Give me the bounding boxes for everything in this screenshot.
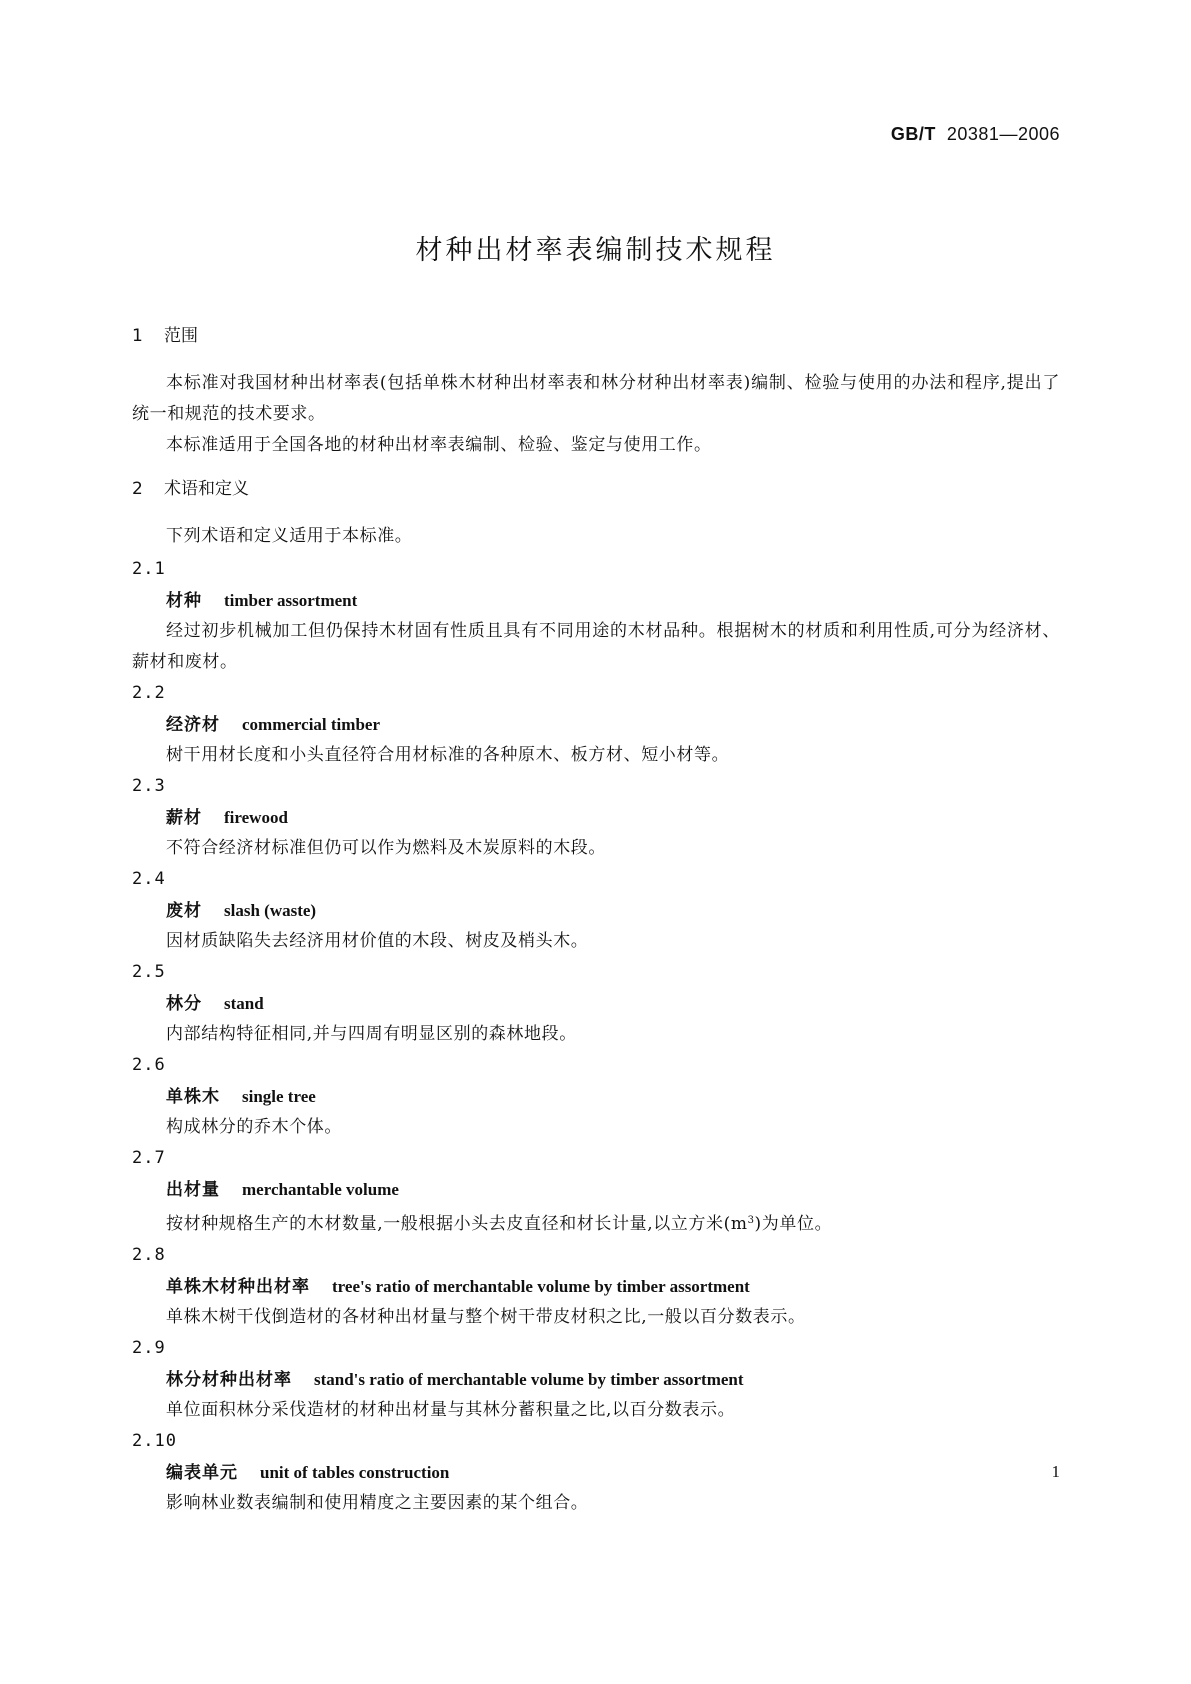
term-entry [132, 864, 1060, 957]
section-number: 1 [132, 326, 143, 346]
term-number: 2.1 [132, 559, 166, 579]
term-english: stand [224, 994, 264, 1013]
term-definition: 内部结构特征相同,并与四周有明显区别的森林地段。 [166, 1024, 577, 1044]
term-definition: 因材质缺陷失去经济用材价值的木段、树皮及梢头木。 [166, 931, 589, 951]
term-name [132, 988, 1060, 1019]
term-english: unit of tables construction [260, 1463, 450, 1482]
term-chinese: 编表单元 [166, 1463, 238, 1483]
term-number: 2.6 [132, 1055, 166, 1075]
term-entry [132, 1240, 1060, 1333]
term-english: merchantable volume [242, 1180, 399, 1199]
term-number: 2.9 [132, 1338, 166, 1358]
term-entry [132, 1050, 1060, 1143]
term-definition: 单位面积林分采伐造材的材种出材量与其林分蓄积量之比,以百分数表示。 [166, 1400, 736, 1420]
term-english: commercial timber [242, 715, 380, 734]
term-chinese: 单株木 [166, 1087, 220, 1107]
term-name [132, 1457, 1060, 1488]
term-number: 2.3 [132, 776, 166, 796]
term-chinese: 林分 [166, 994, 202, 1014]
term-english: tree's ratio of merchantable volume by timber assortment [332, 1277, 750, 1296]
document-body [132, 322, 1060, 1519]
section-heading-terms [132, 475, 1060, 503]
term-chinese: 材种 [166, 591, 202, 611]
term-chinese: 单株木材种出材率 [166, 1277, 310, 1297]
term-name [132, 585, 1060, 616]
term-name [132, 709, 1060, 740]
page-number: 1 [1051, 1462, 1060, 1481]
term-definition: 单株木树干伐倒造材的各材种出材量与整个树干带皮材积之比,一般以百分数表示。 [166, 1307, 806, 1327]
term-english: slash (waste) [224, 901, 317, 920]
terms-intro: 下列术语和定义适用于本标准。 [166, 526, 413, 546]
scope-paragraph: 本标准适用于全国各地的材种出材率表编制、检验、鉴定与使用工作。 [166, 435, 712, 455]
section-title: 范围 [164, 326, 198, 346]
term-number: 2.7 [132, 1148, 166, 1168]
term-name [132, 895, 1060, 926]
term-chinese: 出材量 [166, 1180, 220, 1200]
term-definition: 经过初步机械加工但仍保持木材固有性质且具有不同用途的木材品种。根据树木的材质和利用性质,可分为经济材、薪材和废材。 [132, 621, 1060, 672]
section-title: 术语和定义 [164, 479, 249, 499]
standard-code-prefix: GB/T [890, 124, 936, 144]
term-chinese: 薪材 [166, 808, 202, 828]
document-title: 材种出材率表编制技术规程 [415, 235, 776, 266]
term-chinese: 废材 [166, 901, 202, 921]
term-entry [132, 1426, 1060, 1519]
term-name [132, 1364, 1060, 1395]
term-chinese: 经济材 [166, 715, 220, 735]
term-name [132, 1174, 1060, 1205]
term-english: single tree [242, 1087, 316, 1106]
standard-number [891, 124, 1060, 145]
term-number: 2.4 [132, 869, 166, 889]
section-number: 2 [132, 479, 143, 499]
term-number: 2.10 [132, 1431, 177, 1451]
term-definition: 影响林业数表编制和使用精度之主要因素的某个组合。 [166, 1493, 589, 1513]
term-definition-text: )为单位。 [754, 1214, 833, 1234]
term-definition: 不符合经济材标准但仍可以作为燃料及木炭原料的木段。 [166, 838, 606, 858]
term-number: 2.8 [132, 1245, 166, 1265]
term-entry [132, 678, 1060, 771]
section-heading-scope [132, 322, 1060, 350]
term-english: stand's ratio of merchantable volume by timber assortment [314, 1370, 744, 1389]
term-name [132, 802, 1060, 833]
scope-paragraph: 本标准对我国材种出材率表(包括单株木材种出材率表和林分材种出材率表)编制、检验与使用的办法和程序,提出了统一和规范的技术要求。 [132, 373, 1060, 424]
term-definition: 构成林分的乔木个体。 [166, 1117, 342, 1137]
unit-superscript: 3 [747, 1215, 755, 1226]
term-number: 2.2 [132, 683, 166, 703]
term-entry [132, 771, 1060, 864]
term-english: firewood [224, 808, 288, 827]
term-number: 2.5 [132, 962, 166, 982]
term-name [132, 1081, 1060, 1112]
standard-code-number: 20381—2006 [946, 124, 1060, 144]
term-definition [132, 1205, 1060, 1240]
term-entry [132, 554, 1060, 678]
term-entry [132, 1333, 1060, 1426]
term-entry [132, 957, 1060, 1050]
term-name [132, 1271, 1060, 1302]
term-definition: 树干用材长度和小头直径符合用材标准的各种原木、板方材、短小材等。 [166, 745, 730, 765]
term-chinese: 林分材种出材率 [166, 1370, 292, 1390]
term-english: timber assortment [224, 591, 358, 610]
term-definition-text: 按材种规格生产的木材数量,一般根据小头去皮直径和材长计量,以立方米(m [166, 1214, 748, 1234]
term-entry [132, 1143, 1060, 1240]
